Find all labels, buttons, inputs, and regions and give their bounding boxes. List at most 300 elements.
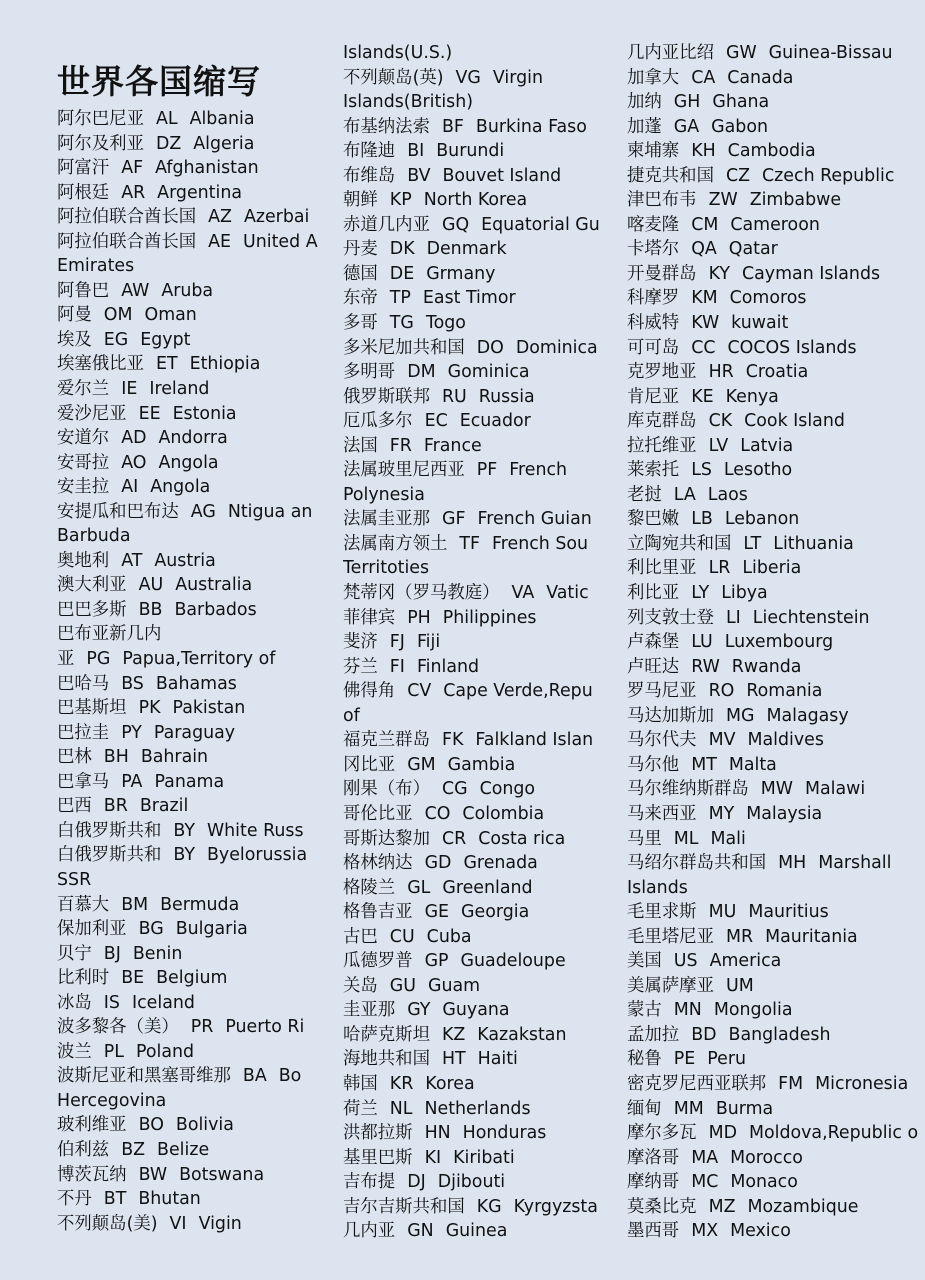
country-code: FM — [778, 1073, 804, 1094]
country-code: AO — [121, 452, 147, 473]
country-entry — [57, 1187, 321, 1212]
country-code: CR — [441, 828, 467, 849]
country-entry — [627, 286, 925, 311]
country-name-en: Canada — [727, 67, 794, 88]
country-code: BB — [138, 599, 163, 620]
country-entry — [57, 647, 321, 672]
country-name-cn: 波斯尼亚和黑塞哥维那 — [57, 1066, 231, 1087]
country-entry — [343, 949, 605, 974]
country-entry — [57, 794, 321, 819]
country-name-cn: 吉布提 — [343, 1172, 396, 1193]
country-name-cn: 马达加斯加 — [627, 705, 714, 726]
country-name-cn: 玻利维亚 — [57, 1115, 127, 1136]
continuation-text: Islands(U.S.) — [343, 43, 453, 63]
country-entry — [343, 655, 605, 680]
country-entry — [627, 630, 925, 655]
country-code: OM — [103, 305, 133, 326]
country-name-cn: 津巴布韦 — [627, 190, 697, 211]
country-code: EG — [103, 329, 129, 350]
country-code: AZ — [208, 207, 232, 228]
country-name-en: Argentina — [157, 182, 243, 203]
country-name-cn: 卢旺达 — [627, 656, 680, 677]
country-code: CA — [691, 67, 716, 88]
country-name-en: Pakistan — [172, 698, 246, 719]
country-entry — [343, 1097, 605, 1122]
country-entry — [57, 205, 321, 230]
country-name-cn: 芬兰 — [343, 656, 378, 677]
country-code: MX — [691, 1221, 719, 1241]
country-code: FK — [441, 730, 464, 751]
country-code: MY — [708, 803, 735, 824]
country-entry — [343, 1219, 605, 1241]
country-code: LS — [691, 460, 712, 481]
country-code: RW — [691, 656, 720, 677]
entry-continuation — [343, 41, 605, 66]
country-name-cn: 蒙古 — [627, 1000, 662, 1021]
country-code: MG — [725, 705, 755, 726]
country-code: DM — [407, 362, 436, 383]
country-name-cn: 科摩罗 — [627, 288, 680, 309]
country-name-cn: 利比里亚 — [627, 558, 697, 579]
country-code: CO — [424, 803, 451, 824]
country-entry — [627, 974, 925, 999]
country-name-en: Vatic — [546, 583, 589, 604]
country-name-cn: 荷兰 — [343, 1098, 378, 1119]
country-name-en: Bouvet Island — [442, 165, 562, 186]
country-name-cn: 阿拉伯联合酋长国 — [57, 207, 197, 228]
country-name-cn: 朝鲜 — [343, 190, 378, 211]
country-code: AD — [121, 428, 147, 449]
country-name-en: America — [709, 951, 782, 972]
country-name-cn: 莫桑比克 — [627, 1196, 697, 1217]
country-name-cn: 海地共和国 — [343, 1049, 430, 1070]
country-name-cn: 不丹 — [57, 1189, 92, 1210]
page-title: 世界各国缩写 — [57, 62, 261, 101]
country-code: TP — [389, 288, 411, 309]
country-name-en: Virgin — [492, 67, 543, 88]
country-name-en: Vigin — [198, 1213, 242, 1234]
country-name-cn: 孟加拉 — [627, 1024, 680, 1045]
country-name-en: Denmark — [426, 239, 507, 260]
entry-continuation — [343, 483, 605, 508]
country-name-cn: 赤道几内亚 — [343, 214, 430, 235]
country-name-cn: 秘鲁 — [627, 1049, 662, 1070]
country-name-en: Burkina Faso — [475, 116, 587, 137]
country-name-en: Brazil — [139, 796, 189, 817]
country-name-en: Croatia — [745, 362, 809, 383]
country-name-en: White Russ — [206, 820, 304, 841]
country-entry — [343, 139, 605, 164]
country-name-cn: 柬埔寨 — [627, 141, 680, 162]
country-name-en: Ntigua an — [227, 501, 313, 522]
column-2 — [343, 41, 605, 1241]
country-code: KZ — [441, 1024, 466, 1045]
country-name-cn: 法属南方领土 — [343, 533, 448, 554]
country-entry — [57, 819, 321, 844]
country-name-en: Netherlands — [424, 1098, 531, 1119]
country-entry — [343, 630, 605, 655]
country-code: PF — [476, 460, 498, 481]
country-name-cn: 法国 — [343, 435, 378, 456]
entry-continuation — [343, 556, 605, 581]
country-entry — [343, 286, 605, 311]
country-name-cn: 多哥 — [343, 313, 378, 334]
country-name-en: Afghanistan — [155, 158, 259, 179]
country-name-cn: 喀麦隆 — [627, 214, 680, 235]
country-entry — [343, 434, 605, 459]
country-name-cn: 阿富汗 — [57, 158, 110, 179]
country-name-cn: 多明哥 — [343, 362, 396, 383]
country-name-en: Finland — [416, 656, 480, 677]
country-name-en: Haiti — [477, 1049, 518, 1070]
country-entry — [627, 532, 925, 557]
entry-continuation — [57, 1089, 321, 1114]
country-name-en: Lithuania — [773, 533, 854, 554]
country-code: KI — [424, 1147, 442, 1168]
country-code: BA — [242, 1066, 267, 1087]
country-name-cn: 阿尔及利亚 — [57, 133, 144, 154]
country-name-cn: 立陶宛共和国 — [627, 533, 732, 554]
country-name-en: Ethiopia — [189, 354, 261, 375]
country-code: KR — [389, 1073, 414, 1094]
continuation-text: of — [343, 705, 360, 726]
country-code: MV — [708, 730, 736, 751]
country-name-cn: 不列颠岛(美) — [57, 1213, 158, 1234]
country-code: RO — [708, 681, 735, 702]
country-code: GL — [407, 877, 431, 898]
country-code: MN — [673, 1000, 702, 1021]
country-name-en: French — [509, 460, 568, 481]
country-code: VG — [455, 67, 481, 88]
country-entry — [343, 802, 605, 827]
country-code: HR — [708, 362, 734, 383]
column-3 — [627, 41, 925, 1241]
country-name-en: Panama — [154, 771, 225, 792]
country-code: ZW — [708, 190, 738, 211]
entry-continuation — [627, 876, 925, 901]
country-name-cn: 黎巴嫩 — [627, 509, 680, 530]
country-entry — [57, 132, 321, 157]
country-entry — [627, 1072, 925, 1097]
country-entry — [343, 998, 605, 1023]
country-code: GU — [389, 975, 417, 996]
country-entry — [57, 230, 321, 255]
country-code: MW — [760, 779, 793, 800]
continuation-text: Territoties — [343, 558, 430, 579]
country-name-en: Cayman Islands — [742, 263, 881, 284]
country-code: PR — [190, 1017, 214, 1038]
country-entry — [57, 1163, 321, 1188]
country-code: BZ — [121, 1139, 146, 1160]
country-entry — [343, 876, 605, 901]
country-name-cn: 利比亚 — [627, 583, 680, 604]
country-name-en: Poland — [135, 1041, 195, 1062]
country-entry — [627, 728, 925, 753]
country-name-en: Georgia — [461, 902, 530, 923]
country-name-cn: 科威特 — [627, 313, 680, 334]
country-name-cn: 安圭拉 — [57, 477, 110, 498]
country-code: IS — [103, 992, 120, 1013]
country-code: LA — [673, 484, 696, 505]
country-code: GH — [673, 92, 701, 113]
country-entry — [627, 139, 925, 164]
country-entry — [627, 66, 925, 91]
country-name-en: Belize — [157, 1139, 210, 1160]
country-name-en: Byelorussia — [206, 845, 308, 866]
country-name-cn: 马尔他 — [627, 754, 680, 775]
country-code: BS — [121, 673, 144, 694]
country-entry — [343, 1121, 605, 1146]
country-entry — [343, 1047, 605, 1072]
country-name-cn: 马里 — [627, 828, 662, 849]
country-name-cn: 布维岛 — [343, 165, 396, 186]
country-name-en: Gambia — [447, 754, 516, 775]
country-entry — [343, 164, 605, 189]
country-name-en: Honduras — [462, 1123, 547, 1144]
country-name-cn: 莱索托 — [627, 460, 680, 481]
country-entry — [627, 336, 925, 361]
country-entry — [627, 1047, 925, 1072]
country-name-en: Mauritius — [748, 902, 829, 923]
country-code: BO — [138, 1115, 164, 1136]
country-name-cn: 毛里塔尼亚 — [627, 926, 714, 947]
country-entry — [627, 998, 925, 1023]
country-name-cn: 库克群岛 — [627, 411, 697, 432]
country-code: VA — [511, 583, 535, 604]
country-name-en: Estonia — [172, 403, 237, 424]
country-name-cn: 布基纳法索 — [343, 116, 430, 137]
country-entry — [57, 1212, 321, 1237]
country-entry — [57, 451, 321, 476]
country-entry — [627, 704, 925, 729]
country-entry — [57, 303, 321, 328]
country-code: BW — [138, 1164, 168, 1185]
country-name-en: Costa rica — [478, 828, 566, 849]
country-code: DJ — [407, 1172, 426, 1193]
country-name-en: Micronesia — [815, 1073, 909, 1094]
country-code: CM — [691, 214, 719, 235]
country-code: PG — [86, 649, 111, 670]
country-name-en: Iceland — [131, 992, 195, 1013]
country-name-en: Burma — [715, 1098, 774, 1119]
country-name-en: Latvia — [740, 435, 794, 456]
country-entry — [57, 500, 321, 525]
country-entry — [57, 893, 321, 918]
country-code: AF — [121, 158, 144, 179]
country-code: LR — [708, 558, 731, 579]
country-code: VI — [169, 1213, 187, 1234]
country-code: MU — [708, 902, 737, 923]
country-entry — [57, 917, 321, 942]
country-entry — [57, 1015, 321, 1040]
country-name-cn: 巴哈马 — [57, 673, 110, 694]
country-name-en: Austria — [154, 550, 216, 571]
country-name-cn: 爱尔兰 — [57, 379, 110, 400]
country-entry — [627, 1170, 925, 1195]
country-code: PA — [121, 771, 143, 792]
country-name-cn: 可可岛 — [627, 337, 680, 358]
country-entry — [627, 1146, 925, 1171]
country-entry — [627, 949, 925, 974]
country-name-cn: 奥地利 — [57, 550, 110, 571]
country-code: QA — [691, 239, 717, 260]
country-name-cn: 阿拉伯联合酋长国 — [57, 231, 197, 252]
country-entry — [343, 507, 605, 532]
country-name-cn: 安道尔 — [57, 428, 110, 449]
country-name-cn: 德国 — [343, 263, 378, 284]
country-name-cn: 格林纳达 — [343, 853, 413, 874]
country-name-cn: 巴林 — [57, 747, 92, 768]
country-code: AI — [121, 477, 139, 498]
country-entry — [343, 851, 605, 876]
country-entry — [627, 1195, 925, 1220]
country-code: ML — [673, 828, 699, 849]
country-name-cn: 马尔代夫 — [627, 730, 697, 751]
country-code: DK — [389, 239, 415, 260]
entry-continuation — [57, 868, 321, 893]
country-entry — [627, 925, 925, 950]
country-name-cn: 瓜德罗普 — [343, 951, 413, 972]
country-entry — [343, 458, 605, 483]
country-code: BG — [138, 919, 164, 940]
country-code: KP — [389, 190, 412, 211]
country-entry — [57, 573, 321, 598]
country-entry — [57, 966, 321, 991]
country-name-en: Cambodia — [727, 141, 816, 162]
country-name-cn: 老挝 — [627, 484, 662, 505]
country-entry — [57, 672, 321, 697]
country-name-en: Australia — [175, 575, 253, 596]
country-name-en: Botswana — [179, 1164, 265, 1185]
country-name-en: Bulgaria — [175, 919, 248, 940]
country-entry — [343, 262, 605, 287]
country-name-cn: 毛里求斯 — [627, 902, 697, 923]
country-entry — [343, 188, 605, 213]
country-code: BR — [103, 796, 128, 817]
country-entry — [343, 777, 605, 802]
country-entry — [343, 900, 605, 925]
country-name-cn: 缅甸 — [627, 1098, 662, 1119]
country-name-en: Angola — [150, 477, 211, 498]
country-code: MR — [725, 926, 754, 947]
country-name-cn: 伯利兹 — [57, 1139, 110, 1160]
country-name-cn: 贝宁 — [57, 943, 92, 964]
country-name-en: Ghana — [712, 92, 770, 113]
country-name-en: Comoros — [729, 288, 807, 309]
country-name-en: Qatar — [728, 239, 778, 260]
country-name-cn: 加蓬 — [627, 116, 662, 137]
country-code: AL — [155, 109, 178, 129]
country-name-cn: 哥斯达黎加 — [343, 828, 430, 849]
country-name-cn: 开曼群岛 — [627, 263, 697, 284]
country-code: US — [673, 951, 698, 972]
country-code: GW — [725, 43, 757, 63]
country-name-cn: 美国 — [627, 951, 662, 972]
country-name-cn: 福克兰群岛 — [343, 730, 430, 751]
country-name-en: Philippines — [442, 607, 537, 628]
country-code: LT — [743, 533, 762, 554]
country-code: KE — [691, 386, 714, 407]
entry-continuation — [343, 704, 605, 729]
country-code: HT — [441, 1049, 466, 1070]
country-name-cn: 东帝 — [343, 288, 378, 309]
country-entry — [57, 549, 321, 574]
country-name-en: Djibouti — [437, 1172, 506, 1193]
country-name-en: COCOS Islands — [727, 337, 857, 358]
country-name-en: Liechtenstein — [752, 607, 870, 628]
country-code: KY — [708, 263, 730, 284]
entry-continuation — [57, 622, 321, 647]
country-entry — [57, 107, 321, 132]
country-entry — [57, 402, 321, 427]
continuation-text: 巴布亚新几内 — [57, 624, 162, 645]
country-code: CU — [389, 926, 415, 947]
country-code: PY — [121, 722, 142, 743]
country-name-en: Mongolia — [713, 1000, 793, 1021]
country-name-cn: 阿曼 — [57, 305, 92, 326]
country-name-en: Cuba — [426, 926, 472, 947]
country-entry — [627, 827, 925, 852]
country-entry — [57, 279, 321, 304]
country-name-cn: 加纳 — [627, 92, 662, 113]
country-code: EE — [138, 403, 161, 424]
country-code: PK — [138, 698, 161, 719]
country-code: DE — [389, 263, 415, 284]
country-name-cn: 阿根廷 — [57, 182, 110, 203]
continuation-text: Hercegovina — [57, 1090, 167, 1111]
country-name-cn: 加拿大 — [627, 67, 680, 88]
country-name-en: Kiribati — [453, 1147, 515, 1168]
country-name-cn: 安提瓜和巴布达 — [57, 501, 179, 522]
continuation-text: Emirates — [57, 256, 135, 277]
country-name-en: Barbados — [174, 599, 257, 620]
country-name-cn: 马尔维纳斯群岛 — [627, 779, 749, 800]
country-name-cn: 洪都拉斯 — [343, 1123, 413, 1144]
country-name-en: France — [423, 435, 482, 456]
country-name-cn: 拉托维亚 — [627, 435, 697, 456]
country-name-en: Greenland — [442, 877, 533, 898]
country-entry — [57, 745, 321, 770]
country-code: GP — [424, 951, 449, 972]
country-entry — [57, 770, 321, 795]
country-entry — [627, 679, 925, 704]
country-entry — [57, 475, 321, 500]
country-name-cn: 肯尼亚 — [627, 386, 680, 407]
country-name-en: Korea — [425, 1073, 475, 1094]
country-name-cn: 阿尔巴尼亚 — [57, 109, 144, 129]
country-name-en: Gabon — [711, 116, 769, 137]
country-entry — [627, 900, 925, 925]
country-name-cn: 几内亚比绍 — [627, 43, 714, 63]
continuation-text: SSR — [57, 869, 92, 890]
country-name-en: Papua,Territory of — [122, 649, 276, 670]
country-name-cn: 格陵兰 — [343, 877, 396, 898]
country-name-cn: 亚 — [57, 649, 75, 670]
country-entry — [343, 1195, 605, 1220]
continuation-text: Polynesia — [343, 484, 425, 505]
country-code: CK — [708, 411, 733, 432]
country-name-cn: 巴基斯坦 — [57, 698, 127, 719]
country-name-cn: 冰岛 — [57, 992, 92, 1013]
country-name-en: Mauritania — [765, 926, 858, 947]
country-name-cn: 密克罗尼西亚联邦 — [627, 1073, 767, 1094]
country-entry — [343, 532, 605, 557]
country-name-en: Puerto Ri — [225, 1017, 305, 1038]
country-name-cn: 巴拿马 — [57, 771, 110, 792]
country-name-en: Bhutan — [138, 1189, 201, 1210]
country-entry — [627, 483, 925, 508]
country-code: TG — [389, 313, 414, 334]
